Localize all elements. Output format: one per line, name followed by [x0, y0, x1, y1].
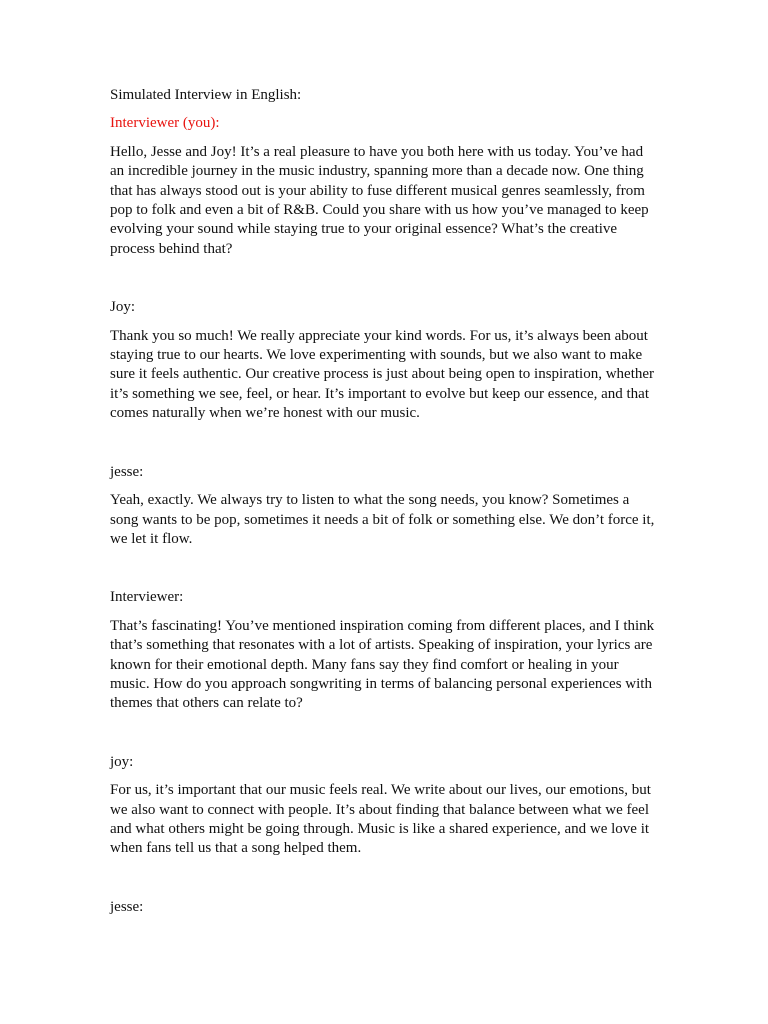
document-title: Simulated Interview in English:: [110, 87, 302, 103]
speaker-joy: joy:: [110, 753, 134, 770]
speaker-interviewer: Interviewer:: [110, 589, 184, 606]
speaker-jesse: jesse:: [110, 463, 144, 480]
joy-answer-2: For us, it’s important that our music feels real. We write about our lives, our emotions, but we also want to connect with people. It’s about finding that balance between what we feel and what others might be going through. Music is like a shared experience, and we love it when fans tell us that a song helped them.: [110, 782, 651, 857]
spacer: [110, 549, 658, 588]
spacer: [110, 424, 658, 463]
speaker-interviewer-you: Interviewer (you):: [110, 115, 220, 132]
speaker-joy: Joy:: [110, 299, 136, 316]
joy-answer-1: Thank you so much! We really appreciate your kind words. For us, it’s always been about staying true to our hearts. We love experimenting with sounds, but we also want to make sure it feels authentic. Our creative process is just about being open to inspiration, whether it’s something we see, feel, or hear. It’s important to evolve but keep our essence, and that comes naturally when we’re honest with our music.: [110, 327, 655, 422]
spacer: [110, 259, 658, 298]
document-page: [110, 86, 658, 926]
speaker-jesse: jesse:: [110, 898, 144, 915]
spacer: [110, 714, 658, 753]
jesse-answer-1: Yeah, exactly. We always try to listen to what the song needs, you know? Sometimes a song wants to be pop, sometimes it needs a bit of folk or something else. We don’t force it, we let it flow.: [110, 492, 655, 547]
interviewer-question-2: That’s fascinating! You’ve mentioned inspiration coming from different places, and I think that’s something that resonates with a lot of artists. Speaking of inspiration, your lyrics are known for their emotional depth. Many fans say they find comfort or healing in your music. How do you approach songwriting in terms of balancing personal experiences with themes that others can relate to?: [110, 617, 655, 712]
interviewer-question-1: Hello, Jesse and Joy! It’s a real pleasure to have you both here with us today. You’ve had an incredible journey in the music industry, spanning more than a decade now. One thing that has always stood out is your ability to fuse different musical genres seamlessly, from pop to folk and even a bit of R&B. Could you share with us how you’ve managed to keep evolving your sound while staying true to your original essence? What’s the creative process behind that?: [110, 143, 649, 257]
spacer: [110, 859, 658, 898]
